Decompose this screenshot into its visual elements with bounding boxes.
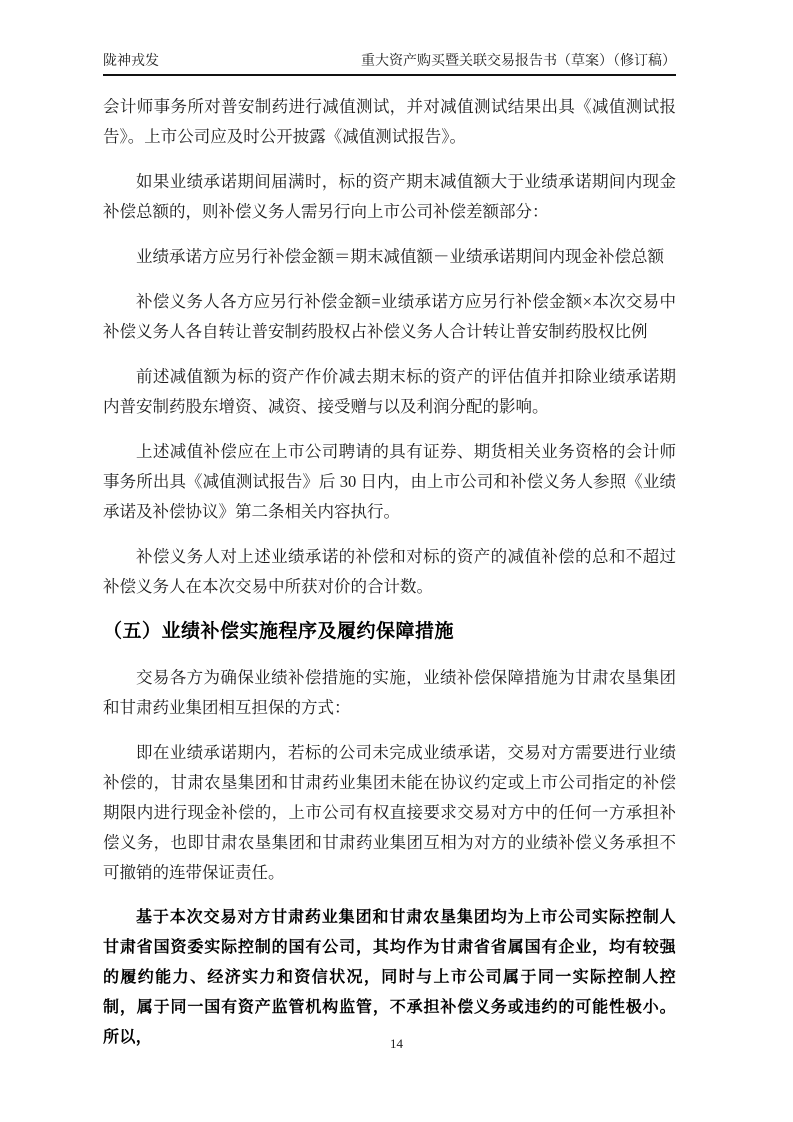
paragraph-continued: 会计师事务所对普安制药进行减值测试，并对减值测试结果出具《减值测试报告》。上市公司应及时公开披露《减值测试报告》。 (103, 97, 676, 146)
paragraph-compensation-execution: 上述减值补偿应在上市公司聘请的具有证券、期货相关业务资格的会计师事务所出具《减值测试报告》后 30 日内，由上市公司和补偿义务人参照《业绩承诺及补偿协议》第二条相关内容执行。 (103, 442, 676, 521)
paragraph-impairment-condition: 如果业绩承诺期间届满时，标的资产期末减值额大于业绩承诺期间内现金补偿总额的，则补偿义务人需另行向上市公司补偿差额部分： (103, 172, 676, 221)
header-report-title: 重大资产购买暨关联交易报告书（草案）（修订稿） (361, 54, 676, 69)
page-footer (0, 1036, 793, 1052)
document-body (103, 92, 676, 1068)
header-company-name: 陇神戎发 (103, 54, 159, 69)
paragraph-compensation-cap: 补偿义务人对上述业绩承诺的补偿和对标的资产的减值补偿的总和不超过补偿义务人在本次交易中所获对价的合计数。 (103, 547, 676, 596)
page-header (103, 53, 676, 76)
paragraph-guarantee-intro: 交易各方为确保业绩补偿措施的实施，业绩补偿保障措施为甘肃农垦集团和甘肃药业集团相互担保的方式： (103, 668, 676, 717)
page-number: 14 (390, 1036, 403, 1051)
section-heading: （五）业绩补偿实施程序及履约保障措施 (103, 621, 455, 642)
paragraph-guarantee-detail: 即在业绩承诺期内，若标的公司未完成业绩承诺，交易对方需要进行业绩补偿的，甘肃农垦集团和甘肃药业集团未能在协议约定或上市公司指定的补偿期限内进行现金补偿的，上市公司有权直接要求交易对方中的任何一方承担补偿义务，也即甘肃农垦集团和甘肃药业集团互相为对方的业绩补偿义务承担不可撤销的连带保证责任。 (103, 743, 676, 882)
paragraph-impairment-definition: 前述减值额为标的资产作价减去期末标的资产的评估值并扣除业绩承诺期内普安制药股东增资、减资、接受赠与以及利润分配的影响。 (103, 367, 676, 416)
paragraph-formula-obligor: 补偿义务人各方应另行补偿金额=业绩承诺方应另行补偿金额×本次交易中补偿义务人各自转让普安制药股权占补偿义务人合计转让普安制药股权比例 (103, 292, 676, 341)
paragraph-emphasized-conclusion: 基于本次交易对方甘肃药业集团和甘肃农垦集团均为上市公司实际控制人甘肃省国资委实际控制的国有公司，其均作为甘肃省省属国有企业，均有较强的履约能力、经济实力和资信状况，同时与上市公司属于同一实际控制人控制，属于同一国有资产监管机构监管，不承担补偿义务或违约的可能性极小。所以， (103, 909, 676, 1046)
paragraph-formula-promisor: 业绩承诺方应另行补偿金额＝期末减值额－业绩承诺期间内现金补偿总额 (136, 247, 664, 266)
